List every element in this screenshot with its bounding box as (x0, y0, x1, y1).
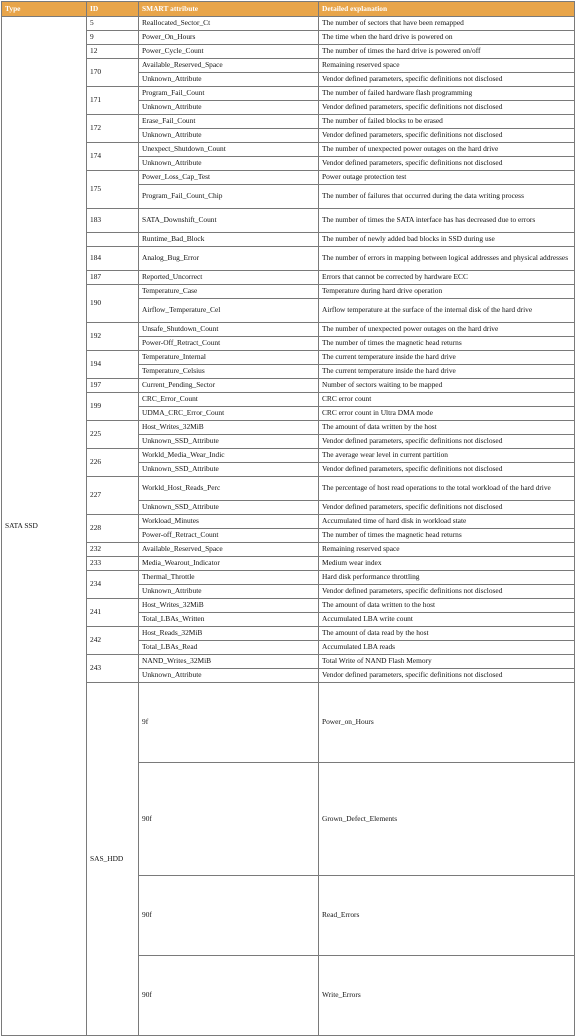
attribute-cell: NAND_Writes_32MiB (139, 655, 319, 669)
id-cell: 243 (87, 655, 139, 683)
table-row (2, 209, 575, 233)
attribute-cell: Reallocated_Sector_Ct (139, 17, 319, 31)
explanation-cell: Accumulated LBA write count (319, 613, 575, 627)
explanation-cell: Vendor defined parameters, specific definitions not disclosed (319, 101, 575, 115)
attribute-cell: Power-off_Retract_Count (139, 529, 319, 543)
table-row (2, 45, 575, 59)
table-row (2, 449, 575, 463)
explanation-cell: Total Write of NAND Flash Memory (319, 655, 575, 669)
table-row (2, 477, 575, 501)
explanation-cell: CRC error count in Ultra DMA mode (319, 407, 575, 421)
attribute-cell: Workload_Minutes (139, 515, 319, 529)
id-cell: 233 (87, 557, 139, 571)
explanation-cell: The time when the hard drive is powered on (319, 31, 575, 45)
attribute-cell: Unknown_Attribute (139, 73, 319, 87)
table-row (2, 59, 575, 73)
attribute-cell: Unknown_SSD_Attribute (139, 501, 319, 515)
id-cell: 183 (87, 209, 139, 233)
attribute-cell: Program_Fail_Count_Chip (139, 185, 319, 209)
id-cell: 90f (139, 762, 319, 876)
explanation-cell: CRC error count (319, 393, 575, 407)
attribute-cell: Reported_Uncorrect (139, 271, 319, 285)
attribute-cell: Workld_Media_Wear_Indic (139, 449, 319, 463)
attribute-cell: Read_Errors (319, 876, 575, 956)
attribute-cell: Temperature_Internal (139, 351, 319, 365)
explanation-cell: The amount of data written by the host (319, 421, 575, 435)
attribute-cell: Thermal_Throttle (139, 571, 319, 585)
explanation-cell: Accumulated LBA reads (319, 641, 575, 655)
explanation-cell: Power outage protection test (319, 171, 575, 185)
attribute-cell: Host_Writes_32MiB (139, 599, 319, 613)
attribute-cell: Available_Reserved_Space (139, 59, 319, 73)
id-cell: 175 (87, 171, 139, 209)
id-cell: 227 (87, 477, 139, 515)
id-cell: 199 (87, 393, 139, 421)
attribute-cell: Unknown_Attribute (139, 157, 319, 171)
explanation-cell: Errors that cannot be corrected by hardware ECC (319, 271, 575, 285)
explanation-cell: The average wear level in current partition (319, 449, 575, 463)
attribute-cell: Current_Pending_Sector (139, 379, 319, 393)
table-row (2, 87, 575, 101)
attribute-cell: UDMA_CRC_Error_Count (139, 407, 319, 421)
table-row (2, 115, 575, 129)
table-row (2, 247, 575, 271)
attribute-cell: Power_On_Hours (139, 31, 319, 45)
explanation-cell: The number of errors in mapping between logical addresses and physical addresses (319, 247, 575, 271)
table-row (2, 421, 575, 435)
type-cell: SATA SSD (2, 17, 87, 1036)
attribute-cell: Unknown_Attribute (139, 585, 319, 599)
id-cell: 170 (87, 59, 139, 87)
attribute-cell: Program_Fail_Count (139, 87, 319, 101)
explanation-cell: Temperature during hard drive operation (319, 285, 575, 299)
explanation-cell: The number of times the hard drive is powered on/off (319, 45, 575, 59)
table-row (2, 627, 575, 641)
explanation-cell: The current temperature inside the hard drive (319, 351, 575, 365)
table-row (2, 171, 575, 185)
table-row (2, 233, 575, 247)
header-type: Type (2, 2, 87, 17)
id-cell: 228 (87, 515, 139, 543)
attribute-cell: Erase_Fail_Count (139, 115, 319, 129)
id-cell: 172 (87, 115, 139, 143)
table-header-row (2, 2, 575, 17)
id-cell: 184 (87, 247, 139, 271)
attribute-cell: Airflow_Temperature_Cel (139, 299, 319, 323)
table-row (2, 683, 575, 763)
id-cell: 226 (87, 449, 139, 477)
id-cell: 194 (87, 351, 139, 379)
table-row (2, 599, 575, 613)
id-cell: 5 (87, 17, 139, 31)
attribute-cell: Total_LBAs_Read (139, 641, 319, 655)
table-row (2, 515, 575, 529)
id-cell: 90f (139, 876, 319, 956)
table-row (2, 557, 575, 571)
attribute-cell: Host_Writes_32MiB (139, 421, 319, 435)
table-row (2, 543, 575, 557)
id-cell: 174 (87, 143, 139, 171)
id-cell: 234 (87, 571, 139, 599)
explanation-cell: Vendor defined parameters, specific definitions not disclosed (319, 129, 575, 143)
attribute-cell: Available_Reserved_Space (139, 543, 319, 557)
attribute-cell: Workld_Host_Reads_Perc (139, 477, 319, 501)
id-cell: 9 (87, 31, 139, 45)
explanation-cell: Number of sectors waiting to be mapped (319, 379, 575, 393)
attribute-cell: Temperature_Celsius (139, 365, 319, 379)
attribute-cell: Power-Off_Retract_Count (139, 337, 319, 351)
explanation-cell: The number of unexpected power outages on the hard drive (319, 143, 575, 157)
explanation-cell: Remaining reserved space (319, 59, 575, 73)
explanation-cell: Vendor defined parameters, specific definitions not disclosed (319, 73, 575, 87)
id-cell: 192 (87, 323, 139, 351)
attribute-cell: Total_LBAs_Written (139, 613, 319, 627)
explanation-cell: The number of failed hardware flash programming (319, 87, 575, 101)
attribute-cell: Unexpect_Shutdown_Count (139, 143, 319, 157)
explanation-cell: The number of times the magnetic head returns (319, 529, 575, 543)
explanation-cell: The number of sectors that have been remapped (319, 17, 575, 31)
table-body (2, 17, 575, 1036)
explanation-cell: Remaining reserved space (319, 543, 575, 557)
explanation-cell: Vendor defined parameters, specific definitions not disclosed (319, 463, 575, 477)
attribute-cell: Power_Loss_Cap_Test (139, 171, 319, 185)
table-row (2, 655, 575, 669)
explanation-cell: The number of times the magnetic head returns (319, 337, 575, 351)
id-cell: 187 (87, 271, 139, 285)
table-row (2, 143, 575, 157)
attribute-cell: Media_Wearout_Indicator (139, 557, 319, 571)
attribute-cell: CRC_Error_Count (139, 393, 319, 407)
id-cell: 90f (139, 955, 319, 1035)
attribute-cell: Unknown_Attribute (139, 669, 319, 683)
explanation-cell: The number of failures that occurred during the data writing process (319, 185, 575, 209)
explanation-cell: The number of newly added bad blocks in SSD during use (319, 233, 575, 247)
header-smart-attribute: SMART attribute (139, 2, 319, 17)
attribute-cell: Unknown_Attribute (139, 101, 319, 115)
explanation-cell: The number of failed blocks to be erased (319, 115, 575, 129)
attribute-cell: Unknown_SSD_Attribute (139, 463, 319, 477)
attribute-cell: Unsafe_Shutdown_Count (139, 323, 319, 337)
id-cell: 241 (87, 599, 139, 627)
attribute-cell: Write_Errors (319, 955, 575, 1035)
attribute-cell: Host_Reads_32MiB (139, 627, 319, 641)
attribute-cell: Temperature_Case (139, 285, 319, 299)
id-cell (87, 233, 139, 247)
table-row (2, 571, 575, 585)
explanation-cell: Vendor defined parameters, specific definitions not disclosed (319, 157, 575, 171)
header-id: ID (87, 2, 139, 17)
id-cell: 12 (87, 45, 139, 59)
explanation-cell: The percentage of host read operations to the total workload of the hard drive (319, 477, 575, 501)
table-row (2, 285, 575, 299)
type-cell: SAS_HDD (87, 683, 139, 1036)
attribute-cell: Power_on_Hours (319, 683, 575, 763)
attribute-cell: Power_Cycle_Count (139, 45, 319, 59)
smart-attribute-table (1, 1, 575, 1036)
explanation-cell: Vendor defined parameters, specific definitions not disclosed (319, 435, 575, 449)
explanation-cell: The amount of data read by the host (319, 627, 575, 641)
id-cell: 171 (87, 87, 139, 115)
table-row (2, 323, 575, 337)
explanation-cell: Vendor defined parameters, specific definitions not disclosed (319, 669, 575, 683)
id-cell: 9f (139, 683, 319, 763)
id-cell: 232 (87, 543, 139, 557)
table-row (2, 379, 575, 393)
explanation-cell: The number of times the SATA interface has has decreased due to errors (319, 209, 575, 233)
id-cell: 190 (87, 285, 139, 323)
id-cell: 197 (87, 379, 139, 393)
table-row (2, 393, 575, 407)
attribute-cell: Grown_Defect_Elements (319, 762, 575, 876)
attribute-cell: Runtime_Bad_Block (139, 233, 319, 247)
explanation-cell: Airflow temperature at the surface of the internal disk of the hard drive (319, 299, 575, 323)
explanation-cell: Vendor defined parameters, specific definitions not disclosed (319, 501, 575, 515)
attribute-cell: Unknown_SSD_Attribute (139, 435, 319, 449)
explanation-cell: Hard disk performance throttling (319, 571, 575, 585)
attribute-cell: Unknown_Attribute (139, 129, 319, 143)
explanation-cell: The number of unexpected power outages on the hard drive (319, 323, 575, 337)
table-row (2, 17, 575, 31)
table-row (2, 351, 575, 365)
id-cell: 225 (87, 421, 139, 449)
id-cell: 242 (87, 627, 139, 655)
explanation-cell: Accumulated time of hard disk in workload state (319, 515, 575, 529)
header-detailed-explanation: Detailed explanation (319, 2, 575, 17)
explanation-cell: The amount of data written to the host (319, 599, 575, 613)
attribute-cell: SATA_Downshift_Count (139, 209, 319, 233)
explanation-cell: Medium wear index (319, 557, 575, 571)
explanation-cell: Vendor defined parameters, specific definitions not disclosed (319, 585, 575, 599)
attribute-cell: Analog_Bug_Error (139, 247, 319, 271)
table-row (2, 31, 575, 45)
table-row (2, 271, 575, 285)
explanation-cell: The current temperature inside the hard drive (319, 365, 575, 379)
